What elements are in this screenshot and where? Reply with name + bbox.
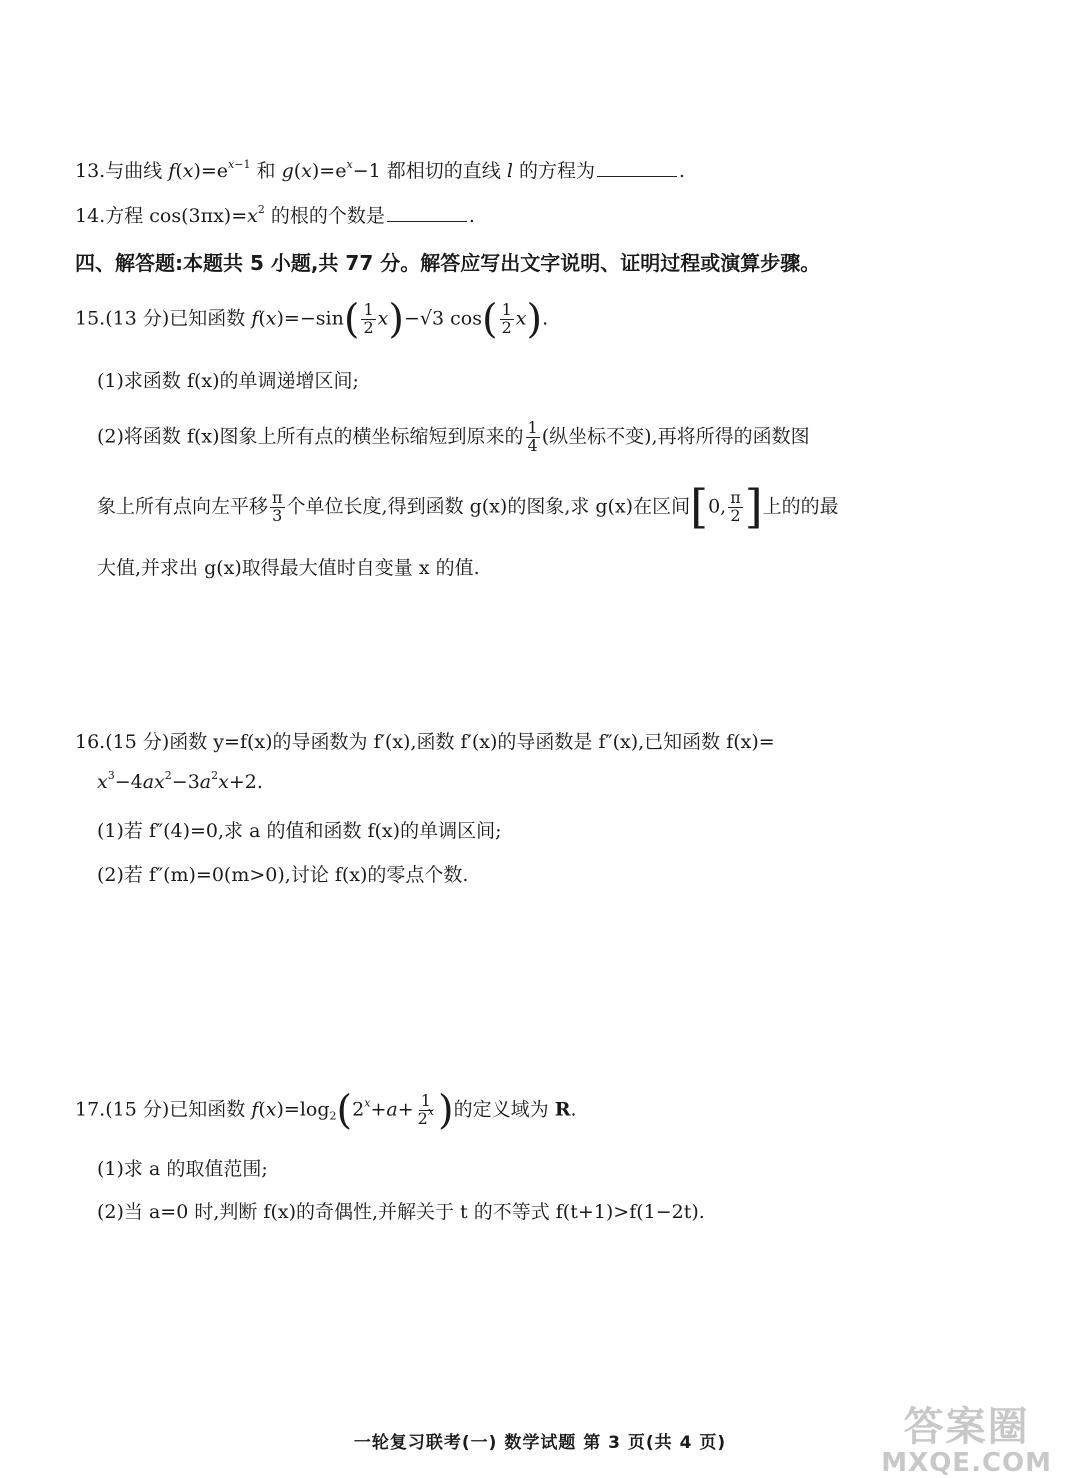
question-15-part-2-cont: 象上所有点向左平移 $\frac{\pi}{3}$ 个单位长度,得到函数 g(x)的图象,求 g(x)在区间[0, $\frac{\pi}{2}$ ]上的的最 [97,479,839,534]
question-13: 13.与曲线 $f(x)=e^{x-1}$ 和 $g(x)=e^x-1$ 都相切的直线 l 的方程为 . [75,158,685,182]
question-17: 17.(15 分)已知函数 $f(x)=\log_2(2^x+a+$ $\frac{1}{2^x}$ )的定义域为 R. [75,1087,577,1134]
page-footer: 一轮复习联考(一) 数学试题 第 3 页(共 4 页) [353,1433,727,1453]
answer-blank [387,221,467,222]
question-15-part-1: (1)求函数 f(x)的单调递增区间; [97,370,359,392]
question-16-part-2: (2)若 f″(m)=0(m>0),讨论 f(x)的零点个数. [97,864,469,886]
question-14: 14.方程 $\cos(3\pi x)=x^2$ 的根的个数是 . [75,203,475,227]
watermark-logo: 答案圈 MXQE.COM [881,1404,1052,1478]
question-16-part-1: (1)若 f″(4)=0,求 a 的值和函数 f(x)的单调区间; [97,820,502,842]
question-16: 16.(15 分)函数 y=f(x)的导函数为 f′(x),函数 f′(x)的导函数是 f″(x),已知函数 f(x)= [75,731,775,753]
question-15: 15.(13 分)已知函数 f(x)=−sin( $\frac{1}{2}$ x)−√3 cos( $\frac{1}{2}$ x). [75,296,549,343]
question-17-part-1: (1)求 a 的取值范围; [97,1158,268,1180]
answer-blank [597,176,677,177]
question-16-function: $x^3-4ax^2-3a^2x+2$. [97,769,263,793]
question-15-part-2-end: 大值,并求出 g(x)取得最大值时自变量 x 的值. [97,557,480,579]
section-heading: 四、解答题:本题共 5 小题,共 77 分。解答应写出文字说明、证明过程或演算步骤。 [75,251,821,275]
question-17-part-2: (2)当 a=0 时,判断 f(x)的奇偶性,并解关于 t 的不等式 f(t+1)>f(1−2t). [97,1201,705,1223]
question-15-part-2: (2)将函数 f(x)图象上所有点的横坐标缩短到原来的 $\frac{1}{4}$ (纵坐标不变),再将所得的函数图 [97,418,810,455]
